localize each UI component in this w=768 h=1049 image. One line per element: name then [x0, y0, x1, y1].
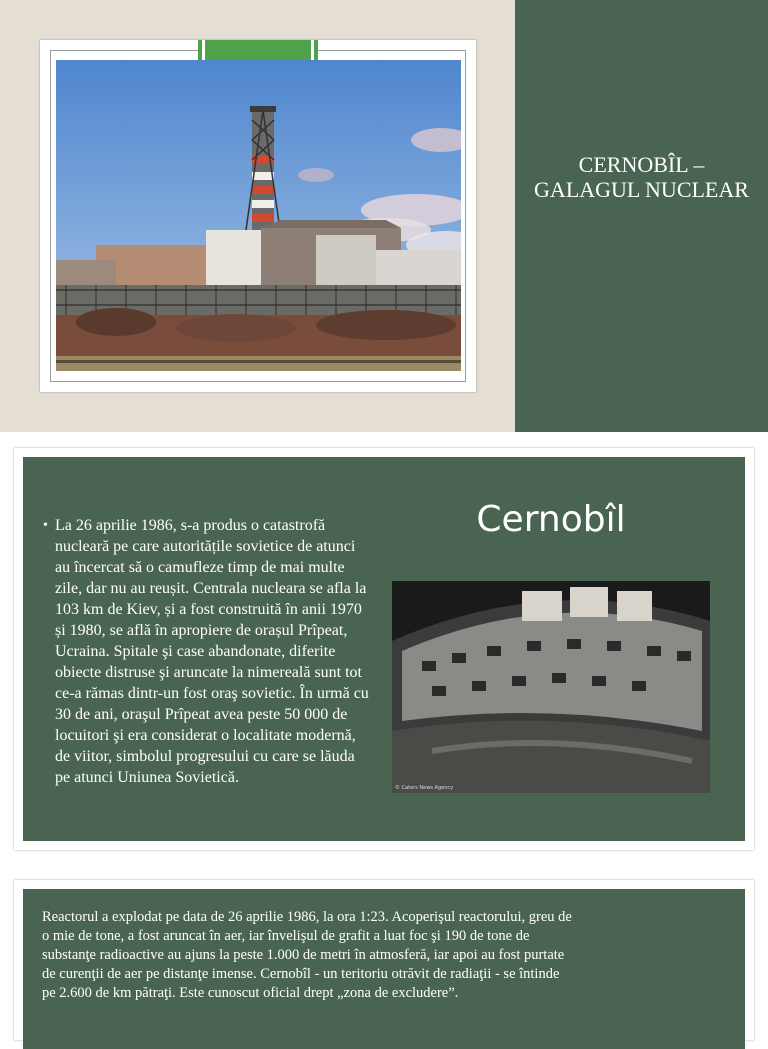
bullet-item	[43, 515, 373, 788]
photo-frame-tab	[198, 40, 318, 60]
title-slide	[0, 0, 768, 432]
slide-title	[515, 152, 768, 202]
slide-background	[23, 457, 745, 841]
bullet-text: La 26 aprilie 1986, s-a produs o catastrofă nucleară pe care autoritățile sovietice de atunci au încercat să o camufleze timp de mai multe zile, dar nu au reușit. Centrala nucleara se afla la 103 km de Kiev, și a fost construită în anii 1970 și 1980, se află în apropiere de orașul Prîpeat, Ucraina. Spitale şi case abandonate, diferite obiecte distruse şi aruncate la nimereală sunt tot ce-a rămas dintr-un fost oraş sovietic. În urmă cu 30 de ani, oraşul Prîpeat avea peste 50 000 de locuitori şi era considerat o localitate modernă, de viitor, simbolul progresului cu care se lăuda pe atunci Uniunea Sovietică.	[55, 517, 369, 786]
slide-title-line1: CERNOBÎL –	[578, 152, 705, 177]
photo-caption: © Caters News Agency	[395, 785, 454, 791]
cernobil-slide	[14, 448, 754, 850]
slide-heading: Cernobîl	[476, 499, 626, 540]
reactor-paragraph: Reactorul a explodat pe data de 26 aprilie 1986, la ora 1:23. Acoperişul reactorului, greu de o mie de tone, a fost aruncat în aer, iar învelişul de grafit a luat foc şi 190 de tone de substanţe radioactive au ajuns la peste 1.000 de metri în atmosferă, iar apoi au fost purtate de curenţii de aer pe distanţe imense. Cernobîl - un teritoriu otrăvit de radiaţii - se întinde pe 2.600 de km pătraţi. Este cunoscut oficial drept „zona de excludere”.	[42, 909, 572, 1001]
title-panel	[515, 0, 768, 432]
reactor-slide	[14, 880, 754, 1040]
chernobyl-plant-photo	[56, 60, 461, 371]
control-room-photo	[392, 581, 710, 793]
slide-background	[23, 889, 745, 1049]
bullet-dot-icon: •	[43, 518, 48, 533]
slide-title-line2: GALAGUL NUCLEAR	[534, 177, 749, 202]
photo-frame	[40, 40, 476, 392]
